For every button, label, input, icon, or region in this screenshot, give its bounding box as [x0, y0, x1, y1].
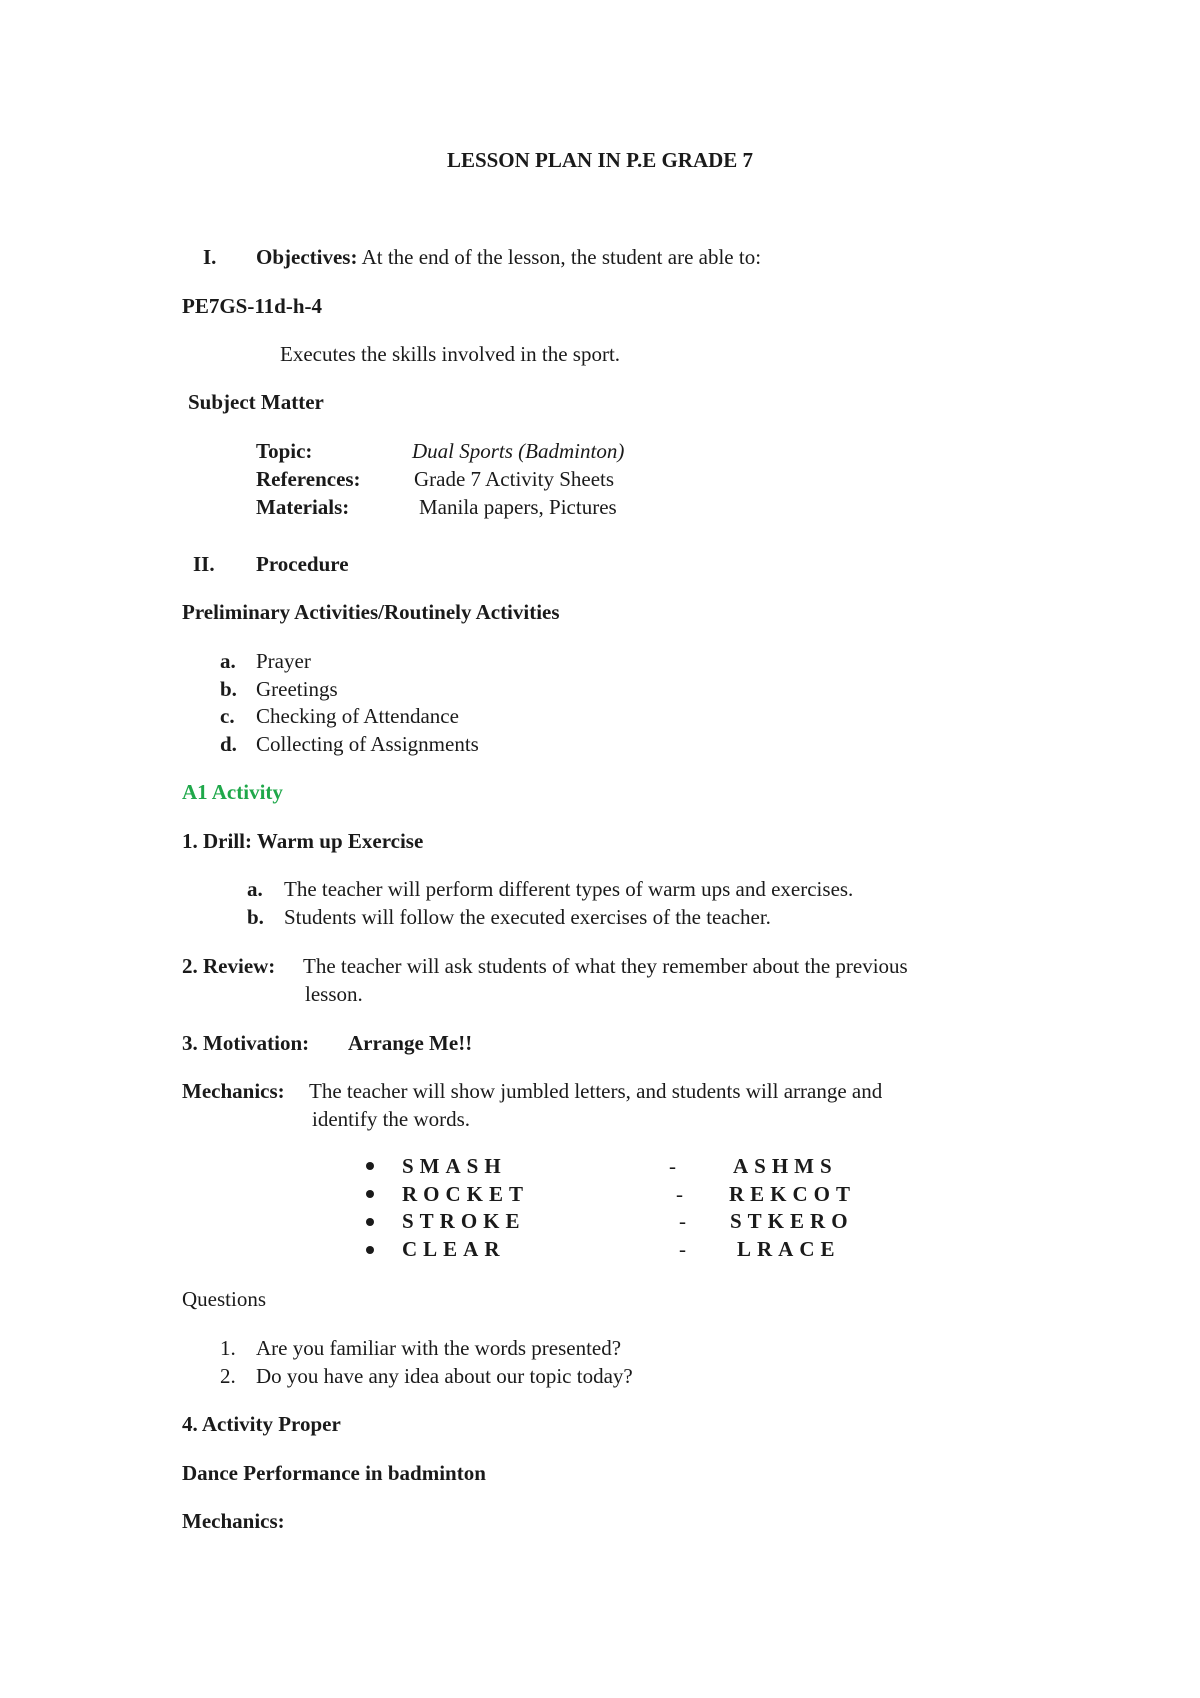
objectives-text: At the end of the lesson, the student are able to:	[361, 245, 762, 269]
review-line-1: The teacher will ask students of what they remember about the previous	[303, 954, 908, 978]
prelim-item-greetings: Greetings	[256, 677, 338, 701]
materials-label: Materials:	[256, 495, 350, 519]
prelim-marker-d: d.	[220, 732, 237, 756]
procedure-numeral: II.	[193, 552, 215, 576]
activity-proper-heading: 4. Activity Proper	[182, 1412, 341, 1436]
question-1: Are you familiar with the words presented?	[256, 1336, 622, 1360]
procedure-label: Procedure	[256, 552, 349, 576]
dance-performance-heading: Dance Performance in badminton	[182, 1461, 486, 1485]
topic-label: Topic:	[256, 439, 313, 463]
review-line-2: lesson.	[305, 982, 363, 1006]
references-value: Grade 7 Activity Sheets	[414, 467, 615, 491]
mechanics-label: Mechanics:	[182, 1079, 285, 1103]
preliminary-heading: Preliminary Activities/Routinely Activities	[182, 600, 560, 624]
prelim-marker-a: a.	[220, 649, 236, 673]
references-label: References:	[256, 467, 361, 491]
drill-heading: 1. Drill: Warm up Exercise	[182, 829, 424, 853]
prelim-marker-c: c.	[220, 704, 235, 728]
word-stroke: STROKE	[402, 1209, 526, 1233]
questions-heading: Questions	[182, 1287, 266, 1311]
competency-code: PE7GS-11d-h-4	[182, 294, 323, 318]
prelim-item-attendance: Checking of Attendance	[256, 704, 459, 728]
objectives-label: Objectives:	[256, 245, 358, 269]
materials-value: Manila papers, Pictures	[419, 495, 617, 519]
topic-value: Dual Sports (Badminton)	[412, 439, 625, 463]
bullet-icon	[366, 1190, 374, 1198]
prelim-marker-b: b.	[220, 677, 237, 701]
drill-item-b: Students will follow the executed exercises of the teacher.	[284, 905, 771, 929]
subject-matter-heading: Subject Matter	[188, 390, 324, 414]
drill-marker-a: a.	[247, 877, 263, 901]
objectives-line	[256, 247, 761, 268]
prelim-item-prayer: Prayer	[256, 649, 311, 673]
jumbled-rekcot: REKCOT	[729, 1182, 857, 1206]
word-clear: CLEAR	[402, 1237, 506, 1261]
drill-marker-b: b.	[247, 905, 264, 929]
mechanics-line-1: The teacher will show jumbled letters, and students will arrange and	[309, 1079, 883, 1103]
mechanics-line-2: identify the words.	[312, 1107, 471, 1131]
motivation-label: 3. Motivation:	[182, 1031, 310, 1055]
bullet-icon	[366, 1246, 374, 1254]
word-rocket: ROCKET	[402, 1182, 530, 1206]
bullet-icon	[366, 1162, 374, 1170]
motivation-title: Arrange Me!!	[348, 1031, 473, 1055]
jumbled-stkero: STKERO	[730, 1209, 854, 1233]
question-marker-2: 2.	[220, 1364, 236, 1388]
mechanics-final-label: Mechanics:	[182, 1509, 285, 1533]
page-title: LESSON PLAN IN P.E GRADE 7	[446, 148, 754, 172]
bullet-icon	[366, 1218, 374, 1226]
question-2: Do you have any idea about our topic today?	[256, 1364, 633, 1388]
word-smash: SMASH	[402, 1154, 507, 1178]
drill-item-a: The teacher will perform different types of warm ups and exercises.	[284, 877, 854, 901]
word-dash: -	[679, 1237, 686, 1261]
jumbled-ashms: ASHMS	[733, 1154, 838, 1178]
review-label: 2. Review:	[182, 954, 276, 978]
objective-item: Executes the skills involved in the sport.	[280, 342, 621, 366]
a1-activity-heading: A1 Activity	[182, 780, 283, 804]
jumbled-lrace: LRACE	[737, 1237, 841, 1261]
question-marker-1: 1.	[220, 1336, 236, 1360]
word-dash: -	[679, 1209, 686, 1233]
word-dash: -	[669, 1154, 676, 1178]
objectives-numeral: I.	[203, 245, 217, 269]
word-dash: -	[676, 1182, 683, 1206]
prelim-item-assignments: Collecting of Assignments	[256, 732, 479, 756]
